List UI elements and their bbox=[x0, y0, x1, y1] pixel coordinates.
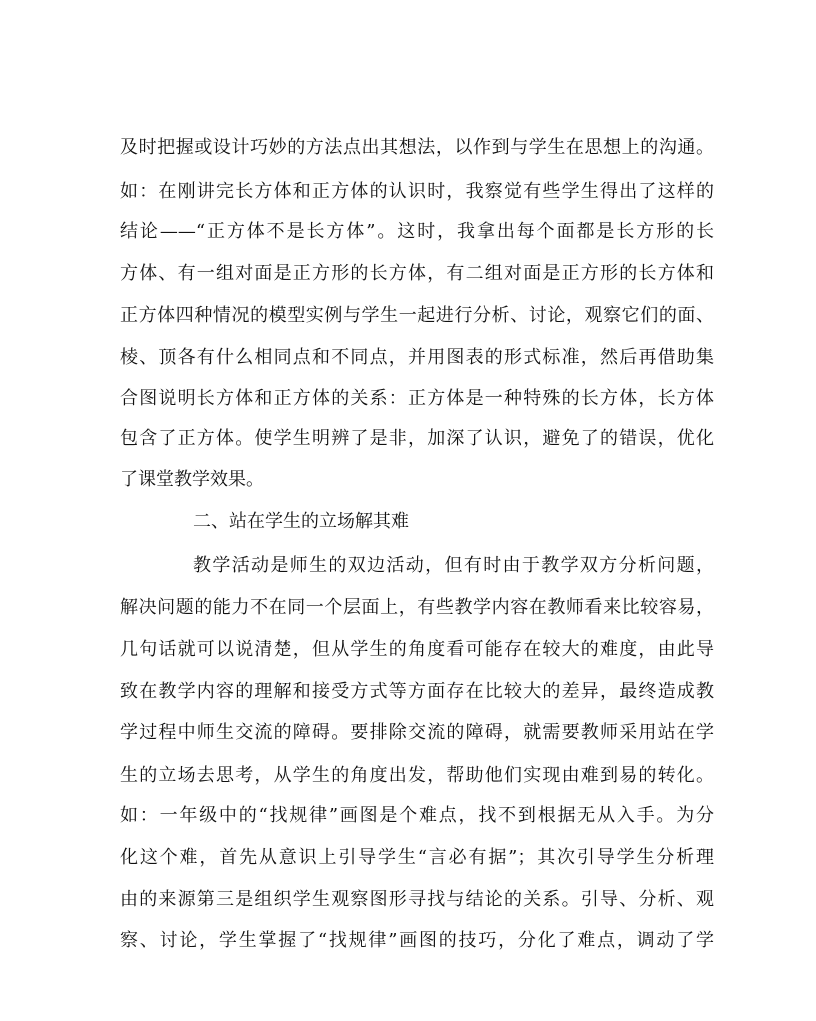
paragraph-line: 解决问题的能力不在同一个层面上，有些教学内容在教师看来比较容易， bbox=[120, 597, 714, 618]
paragraph-line: 合图说明长方体和正方体的关系：正方体是一种特殊的长方体，长方体 bbox=[120, 388, 714, 409]
paragraph-line: 致在教学内容的理解和接受方式等方面存在比较大的差异，最终造成教 bbox=[120, 681, 714, 702]
paragraph-line: 如：一年级中的“找规律”画图是个难点，找不到根据无从入手。为分 bbox=[120, 805, 714, 826]
paragraph-line: 了课堂教学效果。 bbox=[120, 469, 264, 490]
paragraph-line: 棱、顶各有什么相同点和不同点，并用图表的形式标准，然后再借助集 bbox=[120, 347, 714, 368]
paragraph-line: 结论——“正方体不是长方体”。这时，我拿出每个面都是长方形的长 bbox=[120, 221, 714, 242]
paragraph-line: 察、讨论，学生掌握了“找规律”画图的技巧，分化了难点，调动了学 bbox=[120, 930, 714, 951]
paragraph-line: 教学活动是师生的双边活动，但有时由于教学双方分析问题， bbox=[193, 555, 714, 576]
section-heading: 二、站在学生的立场解其难 bbox=[193, 511, 409, 532]
paragraph-line: 生的立场去思考，从学生的角度出发，帮助他们实现由难到易的转化。 bbox=[120, 765, 714, 786]
paragraph-line: 包含了正方体。使学生明辨了是非，加深了认识，避免了的错误，优化 bbox=[120, 428, 714, 449]
paragraph-line: 化这个难，首先从意识上引导学生“言必有据”；其次引导学生分析理 bbox=[120, 847, 714, 868]
paragraph-line: 及时把握或设计巧妙的方法点出其想法，以作到与学生在思想上的沟通。 bbox=[120, 137, 714, 158]
paragraph-line: 如：在刚讲完长方体和正方体的认识时，我察觉有些学生得出了这样的 bbox=[120, 181, 714, 202]
paragraph-line: 方体、有一组对面是正方形的长方体，有二组对面是正方形的长方体和 bbox=[120, 263, 714, 284]
paragraph-line: 由的来源第三是组织学生观察图形寻找与结论的关系。引导、分析、观 bbox=[120, 889, 714, 910]
paragraph-line: 学过程中师生交流的障碍。要排除交流的障碍，就需要教师采用站在学 bbox=[120, 722, 714, 743]
paragraph-line: 正方体四种情况的模型实例与学生一起进行分析、讨论，观察它们的面、 bbox=[120, 305, 714, 326]
paragraph-line: 几句话就可以说清楚，但从学生的角度看可能存在较大的难度，由此导 bbox=[120, 639, 714, 660]
